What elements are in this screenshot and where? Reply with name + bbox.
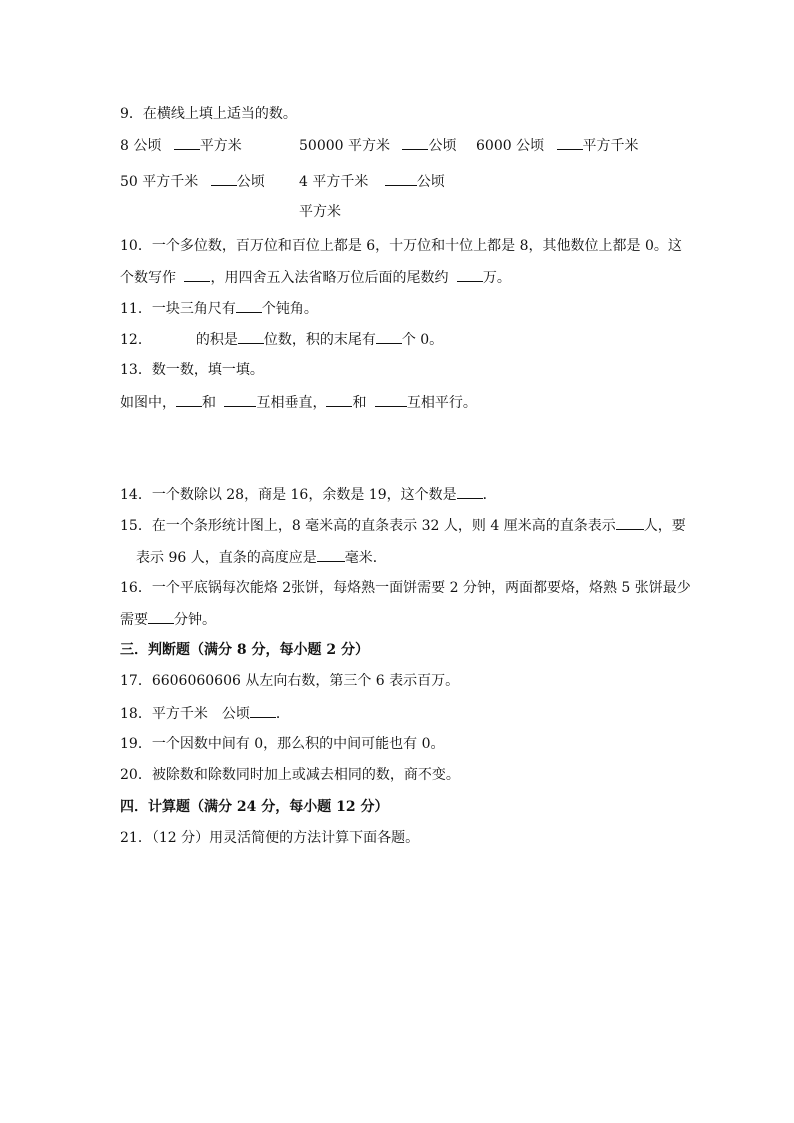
- q16-line2: [120, 609, 216, 630]
- q9-c-pre: 6000 公顷: [476, 138, 545, 154]
- q10-text-c: 万。: [482, 270, 511, 286]
- answer-blank[interactable]: [402, 135, 428, 150]
- answer-blank[interactable]: [176, 392, 202, 407]
- q19: 19．一个因数中间有 0，那么积的中间可能也有 0。: [120, 736, 445, 752]
- q12-text-a: 12．: [120, 332, 152, 348]
- q18: [120, 703, 290, 724]
- q9-a-post: 平方米: [199, 138, 242, 154]
- q15-text-c: 表示 96 人，直条的高度应是: [136, 550, 317, 566]
- q11-text-b: 个钝角。: [261, 301, 318, 317]
- q13-text-d: 和: [352, 395, 367, 411]
- q9-title: 9．在横线上填上适当的数。: [120, 106, 297, 122]
- q17: 17．6606060606 从左向右数，第三个 6 表示百万。: [120, 673, 460, 689]
- q9-item-a: [120, 135, 242, 156]
- q9-e-pre: 4 平方千米: [299, 174, 369, 190]
- q13-text-e: 互相平行。: [406, 395, 477, 411]
- q9-item-d: [120, 171, 265, 192]
- q12-text-d: 个 0。: [401, 332, 444, 348]
- q9-c-post: 平方千米: [582, 138, 639, 154]
- q9-b-post: 公顷: [428, 138, 457, 154]
- q14-text-b: ．: [482, 487, 497, 503]
- answer-blank[interactable]: [457, 267, 483, 282]
- section-heading-judge: 三．判断题（满分 8 分，每小题 2 分）: [120, 642, 369, 658]
- q9-item-e: [299, 171, 445, 192]
- q12: [120, 329, 443, 350]
- q9-b-pre: 50000 平方米: [299, 138, 390, 154]
- answer-blank[interactable]: [250, 703, 276, 718]
- q10-line1: 10．一个多位数，百万位和百位上都是 6，十万位和十位上都是 8，其他数位上都是 0。这: [120, 238, 682, 254]
- q15-text-a: 15．在一个条形统计图上，8 毫米高的直条表示 32 人，则 4 厘米高的直条表示: [120, 518, 616, 534]
- q16-line1: 16．一个平底锅每次能烙 2张饼，每烙熟一面饼需要 2 分钟，两面都要烙，烙熟 5 张饼最少: [120, 580, 691, 596]
- q13-text-a: 如图中，: [120, 395, 176, 411]
- answer-blank[interactable]: [376, 329, 402, 344]
- answer-blank[interactable]: [211, 171, 237, 186]
- q15-text-b: 人，要: [643, 518, 686, 534]
- q10-line2: [120, 267, 511, 288]
- q14: [120, 484, 497, 505]
- answer-blank[interactable]: [238, 329, 264, 344]
- q9-e-post: 公顷: [416, 174, 445, 190]
- answer-blank[interactable]: [557, 135, 583, 150]
- q15-text-d: 毫米．: [344, 550, 387, 566]
- answer-blank[interactable]: [174, 135, 200, 150]
- q12-text-b: 的积是: [195, 332, 238, 348]
- answer-blank[interactable]: [317, 547, 345, 562]
- q18-text-c: ．: [275, 706, 290, 722]
- answer-blank[interactable]: [236, 298, 262, 313]
- section-heading-calc: 四．计算题（满分 24 分，每小题 12 分）: [120, 799, 389, 815]
- answer-blank[interactable]: [457, 484, 483, 499]
- answer-blank[interactable]: [224, 392, 256, 407]
- q11-text-a: 11．一块三角尺有: [120, 301, 236, 317]
- q11: [120, 298, 318, 319]
- answer-blank[interactable]: [385, 171, 417, 186]
- q14-text-a: 14．一个数除以 28，商是 16，余数是 19，这个数是: [120, 487, 457, 503]
- q12-text-c: 位数，积的末尾有: [263, 332, 376, 348]
- answer-blank[interactable]: [375, 392, 407, 407]
- q10-text-b: ，用四舍五入法省略万位后面的尾数约: [210, 270, 449, 286]
- q21: 21．（12 分）用灵活简便的方法计算下面各题。: [120, 830, 420, 846]
- q15-line1: [120, 515, 686, 536]
- q10-text-a: 个数写作: [120, 270, 176, 286]
- q13-text-c: 互相垂直，: [256, 395, 327, 411]
- answer-blank[interactable]: [148, 609, 174, 624]
- q16-text-b: 分钟。: [174, 612, 216, 628]
- q15-line2: [136, 547, 387, 568]
- q13-title: 13．数一数，填一填。: [120, 362, 264, 378]
- q13-text-b: 和: [202, 395, 216, 411]
- q18-text-a: 18．平方千米: [120, 706, 208, 722]
- q9-item-e-unit: 平方米: [299, 204, 341, 220]
- q9-a-pre: 8 公顷: [120, 138, 162, 154]
- q13-line: [120, 392, 477, 413]
- q9-d-pre: 50 平方千米: [120, 174, 199, 190]
- answer-blank[interactable]: [184, 267, 210, 282]
- q16-text-a: 需要: [120, 612, 148, 628]
- q9-d-post: 公顷: [236, 174, 265, 190]
- answer-blank[interactable]: [326, 392, 352, 407]
- q9-item-c: [476, 135, 639, 156]
- q18-text-b: 公顷: [221, 706, 250, 722]
- q9-item-b: [299, 135, 456, 156]
- q20: 20．被除数和除数同时加上或减去相同的数，商不变。: [120, 767, 460, 783]
- answer-blank[interactable]: [616, 515, 644, 530]
